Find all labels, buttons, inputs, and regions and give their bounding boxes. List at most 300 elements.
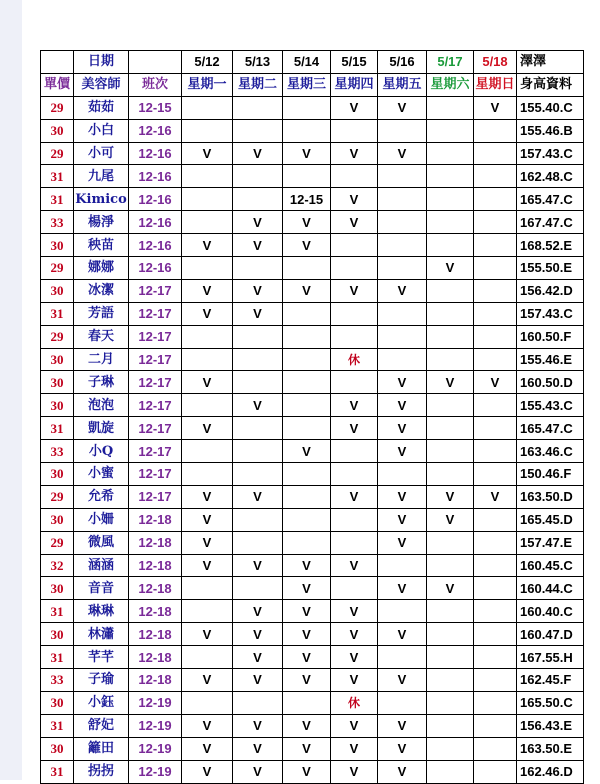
day-mark-cell [378, 325, 427, 348]
height-data-cell: 160.40.C [517, 600, 584, 623]
day-mark-cell: V [427, 577, 474, 600]
price-cell: 30 [41, 119, 74, 142]
stylist-name-cell: 允希 [74, 485, 129, 508]
day-mark-cell [283, 463, 331, 486]
day-mark-cell: V [182, 737, 233, 760]
table-row [41, 440, 584, 463]
day-mark-cell: V [233, 623, 283, 646]
day-mark-cell [474, 714, 517, 737]
day-mark-cell [233, 257, 283, 280]
day-mark-cell [233, 165, 283, 188]
table-row [41, 485, 584, 508]
day-mark-cell [427, 302, 474, 325]
day-mark-cell [233, 348, 283, 371]
table-row [41, 279, 584, 302]
day-mark-cell: V [233, 669, 283, 692]
stylist-name-cell: 微風 [74, 531, 129, 554]
day-mark-cell: V [283, 737, 331, 760]
price-cell: 30 [41, 623, 74, 646]
shift-cell: 12-18 [129, 646, 182, 669]
day-mark-cell: V [427, 485, 474, 508]
height-data-cell: 157.43.C [517, 142, 584, 165]
day-mark-cell [283, 119, 331, 142]
day-mark-cell [427, 691, 474, 714]
day-mark-cell [474, 600, 517, 623]
day-mark-cell [233, 371, 283, 394]
day-mark-cell: V [378, 142, 427, 165]
day-mark-cell: V [331, 417, 378, 440]
day-mark-cell [182, 577, 233, 600]
stylist-name-cell: 拐拐 [74, 760, 129, 783]
shift-cell: 12-17 [129, 279, 182, 302]
height-data-cell: 165.47.C [517, 188, 584, 211]
day-mark-cell: V [378, 714, 427, 737]
shift-cell: 12-16 [129, 257, 182, 280]
day-mark-cell [427, 165, 474, 188]
price-cell: 31 [41, 188, 74, 211]
day-mark-cell: V [283, 646, 331, 669]
day-mark-cell: V [283, 577, 331, 600]
height-data-cell: 163.46.C [517, 440, 584, 463]
day-mark-cell [283, 325, 331, 348]
day-mark-cell: V [331, 142, 378, 165]
shift-cell: 12-18 [129, 600, 182, 623]
price-cell: 29 [41, 142, 74, 165]
day-mark-cell: V [182, 485, 233, 508]
day-mark-cell [331, 463, 378, 486]
day-mark-cell: V [283, 279, 331, 302]
day-mark-cell [474, 302, 517, 325]
price-cell: 31 [41, 760, 74, 783]
shift-cell: 12-18 [129, 577, 182, 600]
table-row [41, 600, 584, 623]
day-mark-cell [331, 508, 378, 531]
date-cell: 5/18 [474, 51, 517, 74]
price-cell: 33 [41, 211, 74, 234]
day-mark-cell [283, 691, 331, 714]
stylist-name-cell: 小蜜 [74, 463, 129, 486]
day-mark-cell: V [233, 485, 283, 508]
day-mark-cell [182, 96, 233, 119]
day-mark-cell [182, 257, 233, 280]
day-mark-cell [378, 554, 427, 577]
price-cell: 30 [41, 279, 74, 302]
shift-cell: 12-15 [129, 96, 182, 119]
day-mark-cell: V [378, 371, 427, 394]
day-mark-cell [233, 691, 283, 714]
day-mark-cell [182, 188, 233, 211]
price-cell: 30 [41, 577, 74, 600]
schedule-body [41, 96, 584, 783]
price-cell: 31 [41, 646, 74, 669]
shift-cell: 12-16 [129, 211, 182, 234]
day-mark-cell [427, 188, 474, 211]
day-mark-cell [182, 348, 233, 371]
day-mark-cell [427, 394, 474, 417]
date-cell: 5/12 [182, 51, 233, 74]
height-data-cell: 165.50.C [517, 691, 584, 714]
day-mark-cell [378, 646, 427, 669]
day-mark-cell: V [331, 669, 378, 692]
table-row [41, 531, 584, 554]
day-mark-cell: V [331, 279, 378, 302]
date-cell: 5/16 [378, 51, 427, 74]
date-cell: 5/14 [283, 51, 331, 74]
table-row [41, 737, 584, 760]
day-mark-cell [474, 646, 517, 669]
day-mark-cell [427, 325, 474, 348]
day-mark-cell [474, 119, 517, 142]
day-mark-cell: V [378, 669, 427, 692]
day-mark-cell: V [331, 394, 378, 417]
day-mark-cell [233, 463, 283, 486]
day-mark-cell [182, 165, 233, 188]
day-mark-cell: V [283, 714, 331, 737]
shift-cell: 12-17 [129, 394, 182, 417]
day-mark-cell [233, 119, 283, 142]
date-label: 日期 [74, 51, 129, 74]
day-mark-cell: V [182, 623, 233, 646]
day-mark-cell [233, 417, 283, 440]
date-cell: 5/15 [331, 51, 378, 74]
day-mark-cell: V [331, 96, 378, 119]
day-mark-cell: V [378, 760, 427, 783]
table-row [41, 417, 584, 440]
height-data-cell: 155.43.C [517, 394, 584, 417]
day-mark-cell: V [331, 714, 378, 737]
day-mark-cell [427, 348, 474, 371]
height-data-cell: 163.50.D [517, 485, 584, 508]
day-mark-cell [474, 691, 517, 714]
price-cell: 32 [41, 554, 74, 577]
day-mark-cell: V [233, 737, 283, 760]
price-cell: 30 [41, 394, 74, 417]
height-data-cell: 160.50.F [517, 325, 584, 348]
day-mark-cell: V [182, 234, 233, 257]
day-mark-cell [474, 623, 517, 646]
day-mark-cell: V [283, 623, 331, 646]
shift-cell: 12-18 [129, 531, 182, 554]
rest-day-cell: 休 [331, 691, 378, 714]
day-mark-cell [378, 302, 427, 325]
day-mark-cell: V [182, 714, 233, 737]
day-mark-cell: V [331, 623, 378, 646]
weekday-cell: 星期一 [182, 73, 233, 96]
day-mark-cell: V [378, 394, 427, 417]
day-mark-cell: V [182, 371, 233, 394]
price-cell: 30 [41, 508, 74, 531]
weekday-cell: 星期四 [331, 73, 378, 96]
day-mark-cell [182, 463, 233, 486]
height-data-cell: 162.46.D [517, 760, 584, 783]
day-mark-cell: V [331, 211, 378, 234]
day-mark-cell: V [182, 302, 233, 325]
date-header-row [41, 51, 584, 74]
day-mark-cell [182, 440, 233, 463]
table-row [41, 96, 584, 119]
table-row [41, 577, 584, 600]
weekday-cell: 星期三 [283, 73, 331, 96]
height-data-cell: 155.46.B [517, 119, 584, 142]
shift-cell: 12-16 [129, 119, 182, 142]
height-data-cell: 167.55.H [517, 646, 584, 669]
day-mark-cell [474, 188, 517, 211]
date-cell: 5/13 [233, 51, 283, 74]
day-mark-cell: V [378, 623, 427, 646]
day-mark-cell: V [427, 508, 474, 531]
day-mark-cell [427, 531, 474, 554]
stylist-name-cell: 泡泡 [74, 394, 129, 417]
day-mark-cell [331, 165, 378, 188]
day-mark-cell [182, 325, 233, 348]
height-data-cell: 157.47.E [517, 531, 584, 554]
weekday-header-row [41, 73, 584, 96]
day-mark-cell [427, 623, 474, 646]
day-mark-cell [283, 165, 331, 188]
day-mark-cell [474, 279, 517, 302]
day-mark-cell [427, 96, 474, 119]
price-cell: 31 [41, 165, 74, 188]
height-data-cell: 156.42.D [517, 279, 584, 302]
shift-cell: 12-19 [129, 760, 182, 783]
day-mark-cell [331, 577, 378, 600]
day-mark-cell [474, 142, 517, 165]
weekday-cell: 星期日 [474, 73, 517, 96]
stylist-name-cell: 芳語 [74, 302, 129, 325]
stylist-name-cell: 籬田 [74, 737, 129, 760]
price-cell: 29 [41, 325, 74, 348]
table-row [41, 165, 584, 188]
day-mark-cell: V [233, 554, 283, 577]
day-mark-cell [331, 371, 378, 394]
day-mark-cell [331, 531, 378, 554]
day-mark-cell: V [182, 279, 233, 302]
day-mark-cell: V [233, 211, 283, 234]
table-row [41, 623, 584, 646]
day-mark-cell: V [182, 669, 233, 692]
day-mark-cell: V [331, 737, 378, 760]
day-mark-cell [182, 394, 233, 417]
shift-cell: 12-18 [129, 669, 182, 692]
day-mark-cell [182, 691, 233, 714]
shift-cell: 12-17 [129, 371, 182, 394]
day-mark-cell [427, 440, 474, 463]
day-mark-cell: V [378, 577, 427, 600]
day-mark-cell [474, 257, 517, 280]
header-blank-cell [129, 51, 182, 74]
day-mark-cell: V [283, 760, 331, 783]
shift-label: 班次 [129, 73, 182, 96]
day-mark-cell [427, 417, 474, 440]
day-mark-cell: V [378, 417, 427, 440]
price-cell: 30 [41, 737, 74, 760]
schedule-table [40, 50, 584, 784]
day-mark-cell: V [378, 737, 427, 760]
table-row [41, 119, 584, 142]
shift-cell: 12-16 [129, 142, 182, 165]
day-mark-cell [427, 463, 474, 486]
height-data-cell: 165.45.D [517, 508, 584, 531]
day-mark-cell: V [427, 257, 474, 280]
shift-cell: 12-17 [129, 302, 182, 325]
day-mark-cell [233, 577, 283, 600]
table-row [41, 669, 584, 692]
day-mark-cell [427, 279, 474, 302]
day-mark-cell [378, 257, 427, 280]
shift-cell: 12-17 [129, 417, 182, 440]
day-mark-cell: V [233, 600, 283, 623]
day-mark-cell: V [474, 485, 517, 508]
day-mark-cell [233, 440, 283, 463]
price-cell: 31 [41, 714, 74, 737]
shift-cell: 12-18 [129, 508, 182, 531]
rest-day-cell: 休 [331, 348, 378, 371]
day-mark-cell: V [233, 714, 283, 737]
price-cell: 29 [41, 96, 74, 119]
day-mark-cell: V [283, 142, 331, 165]
day-mark-cell [427, 669, 474, 692]
day-mark-cell [283, 96, 331, 119]
height-data-cell: 167.47.C [517, 211, 584, 234]
day-mark-cell [283, 257, 331, 280]
day-mark-cell [283, 394, 331, 417]
shift-cell: 12-17 [129, 463, 182, 486]
day-mark-cell: V [283, 554, 331, 577]
day-mark-cell [283, 485, 331, 508]
stylist-name-cell: 子瑜 [74, 669, 129, 692]
day-mark-cell [378, 234, 427, 257]
stylist-name-cell: 林瀟 [74, 623, 129, 646]
stylist-name-cell: 小白 [74, 119, 129, 142]
day-mark-cell [427, 600, 474, 623]
day-mark-cell: V [378, 531, 427, 554]
price-cell: 29 [41, 257, 74, 280]
height-data-cell: 163.50.E [517, 737, 584, 760]
day-mark-cell [474, 554, 517, 577]
shift-cell: 12-17 [129, 485, 182, 508]
day-mark-cell: V [331, 646, 378, 669]
weekday-cell: 星期五 [378, 73, 427, 96]
price-cell: 31 [41, 417, 74, 440]
day-mark-cell [233, 531, 283, 554]
day-mark-cell [283, 417, 331, 440]
day-mark-cell [378, 119, 427, 142]
day-mark-cell [427, 714, 474, 737]
header-blank-cell [41, 51, 74, 74]
stylist-name-cell: 小姍 [74, 508, 129, 531]
day-mark-cell [427, 737, 474, 760]
day-mark-cell [427, 211, 474, 234]
day-mark-cell: V [378, 96, 427, 119]
shift-cell: 12-16 [129, 234, 182, 257]
stylist-name-cell: 茹茹 [74, 96, 129, 119]
price-cell: 30 [41, 463, 74, 486]
table-row [41, 142, 584, 165]
day-mark-cell [233, 188, 283, 211]
price-cell: 30 [41, 691, 74, 714]
height-data-cell: 165.47.C [517, 417, 584, 440]
day-mark-cell [427, 554, 474, 577]
day-mark-cell: V [233, 302, 283, 325]
day-mark-cell: V [233, 234, 283, 257]
day-mark-cell [331, 119, 378, 142]
day-mark-cell [427, 234, 474, 257]
stylist-name-cell: 芊芊 [74, 646, 129, 669]
day-mark-cell: V [378, 508, 427, 531]
height-data-cell: 155.46.E [517, 348, 584, 371]
height-data-cell: 168.52.E [517, 234, 584, 257]
weekday-cell: 星期二 [233, 73, 283, 96]
price-cell: 33 [41, 440, 74, 463]
height-data-cell: 162.45.F [517, 669, 584, 692]
day-mark-cell: V [233, 646, 283, 669]
table-row [41, 508, 584, 531]
day-mark-cell [331, 257, 378, 280]
day-mark-cell: 12-15 [283, 188, 331, 211]
day-mark-cell [378, 691, 427, 714]
table-row [41, 302, 584, 325]
day-mark-cell [331, 302, 378, 325]
table-row [41, 646, 584, 669]
day-mark-cell [474, 737, 517, 760]
day-mark-cell [427, 142, 474, 165]
day-mark-cell [283, 508, 331, 531]
height-data-cell: 162.48.C [517, 165, 584, 188]
day-mark-cell: V [474, 371, 517, 394]
day-mark-cell: V [331, 600, 378, 623]
day-mark-cell: V [182, 417, 233, 440]
table-row [41, 257, 584, 280]
shift-cell: 12-19 [129, 691, 182, 714]
price-cell: 30 [41, 234, 74, 257]
price-cell: 31 [41, 302, 74, 325]
day-mark-cell: V [182, 554, 233, 577]
day-mark-cell [233, 96, 283, 119]
day-mark-cell [474, 440, 517, 463]
stylist-name-cell: 音音 [74, 577, 129, 600]
table-row [41, 188, 584, 211]
day-mark-cell [427, 119, 474, 142]
day-mark-cell [331, 440, 378, 463]
stylist-label: 美容師 [74, 73, 129, 96]
table-row [41, 371, 584, 394]
day-mark-cell: V [427, 371, 474, 394]
height-data-cell: 160.50.D [517, 371, 584, 394]
day-mark-cell: V [182, 508, 233, 531]
day-mark-cell: V [233, 279, 283, 302]
stylist-name-cell: 二月 [74, 348, 129, 371]
shift-cell: 12-18 [129, 554, 182, 577]
day-mark-cell [427, 646, 474, 669]
day-mark-cell [474, 669, 517, 692]
stylist-name-cell: 秧苗 [74, 234, 129, 257]
shift-cell: 12-17 [129, 325, 182, 348]
day-mark-cell: V [283, 234, 331, 257]
day-mark-cell [331, 234, 378, 257]
day-mark-cell: V [182, 142, 233, 165]
day-mark-cell [182, 600, 233, 623]
height-data-cell: 150.46.F [517, 463, 584, 486]
price-cell: 31 [41, 600, 74, 623]
day-mark-cell [378, 165, 427, 188]
day-mark-cell: V [378, 485, 427, 508]
day-mark-cell [182, 211, 233, 234]
day-mark-cell: V [182, 760, 233, 783]
day-mark-cell [233, 508, 283, 531]
table-row [41, 394, 584, 417]
stylist-name-cell: 小鈺 [74, 691, 129, 714]
day-mark-cell [474, 463, 517, 486]
